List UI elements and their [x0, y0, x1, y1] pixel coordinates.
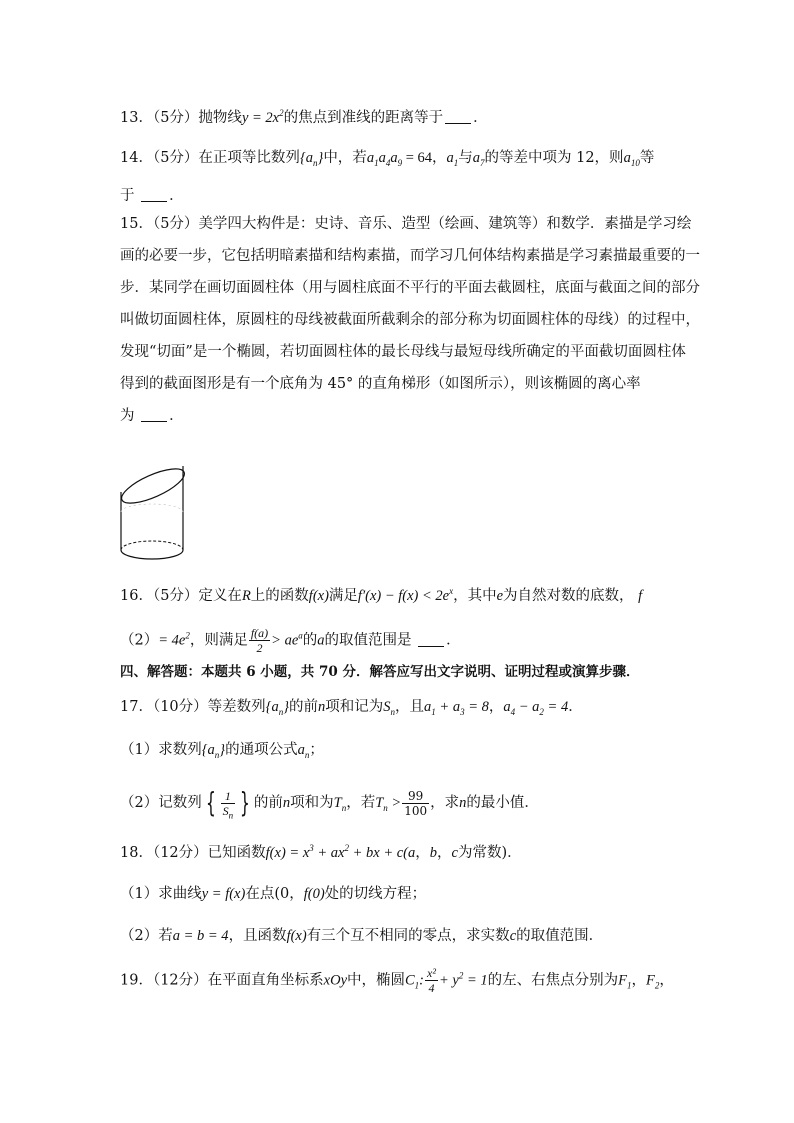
- q18-l1c: ，: [437, 845, 452, 861]
- right-brace: }: [240, 786, 250, 819]
- q18-p2a: （2）若: [120, 928, 173, 944]
- q17-gt: >: [387, 795, 402, 811]
- q15-line-3: 步．某同学在画切面圆柱体（用与圆柱底面不平行的平面去截圆柱，底面与截面之间的部分: [120, 280, 700, 296]
- q17-p2-n2: n: [459, 795, 467, 811]
- q17-c2: a: [503, 699, 511, 715]
- q15-l7a: 为: [120, 408, 135, 424]
- q17-p1-seq-close: }: [219, 742, 226, 758]
- q17-c1b: + a: [435, 699, 461, 715]
- q19-l1b: 中，椭圆: [347, 972, 405, 989]
- q18-p2c: 有三个互不相同的零点，求实数: [306, 928, 510, 944]
- q14-prod3: a: [390, 150, 398, 166]
- q14-a10: a: [623, 150, 631, 166]
- q17-S: S: [383, 699, 391, 715]
- q17-seq-sub: n: [278, 706, 284, 717]
- q18-part-1: [120, 884, 426, 904]
- q18-fx: f(x): [286, 928, 307, 944]
- q16-l1e: 为自然对数的底数，: [503, 588, 634, 604]
- q16-l2g: ．: [446, 632, 461, 649]
- q17-c1: a: [424, 699, 432, 715]
- q17-seq-close: }: [283, 699, 290, 715]
- q17-l1a: 17．（10分）等差数列: [120, 699, 266, 715]
- q19-F2: F: [645, 972, 655, 989]
- q17-p1-seq: {a: [201, 742, 215, 758]
- q14-mid3: 的等差中项为 12，则: [484, 150, 624, 166]
- q18-p1d: 处的切线方程；: [324, 886, 427, 902]
- q17-c1b-sub: 3: [460, 706, 465, 717]
- q17-seq: {a: [265, 699, 279, 715]
- cut-cylinder-figure: [116, 452, 192, 572]
- answer-blank: [141, 407, 167, 422]
- q19-l1e: ，: [659, 972, 674, 989]
- q16-line-2: [120, 626, 461, 655]
- q16-fx: f(x): [308, 588, 329, 604]
- q17-p2-den-sub: n: [228, 809, 234, 820]
- q17-ratio-fraction: [402, 789, 429, 818]
- q15-line-6: 得到的截面图形是有一个底角为 45° 的直角梯形（如图所示），则该椭圆的离心率: [120, 376, 641, 392]
- q17-p2e: ，求: [430, 795, 460, 811]
- q18-line-1: [120, 843, 522, 863]
- q17-n: n: [318, 699, 326, 715]
- q13-end: ．: [473, 110, 488, 126]
- q14-prod-sub: 1: [374, 157, 379, 168]
- q18-part-2: [120, 926, 603, 946]
- q17-l1f: ．: [568, 699, 583, 715]
- q14-seq-sub: n: [313, 157, 318, 168]
- q14-seq: {a: [299, 150, 313, 166]
- q16-l2d: > ae: [271, 632, 299, 649]
- q15-line-1: 15．（5分）美学四大构件是：史诗、音乐、造型（绘画、建筑等）和数学．素描是学习绘: [120, 216, 692, 232]
- q17-T-sub: n: [341, 802, 347, 813]
- q19-ell2: = 1: [463, 972, 488, 989]
- q19-e-num: x²: [427, 966, 436, 980]
- q17-p1-a: a: [297, 742, 305, 758]
- q17-l1e: ，: [488, 699, 504, 715]
- q17-p1-a-sub: n: [304, 749, 310, 760]
- q14-prod-eq: = 64: [402, 150, 432, 166]
- q17-T2: T: [375, 795, 384, 811]
- q17-c2-sub: 4: [510, 706, 516, 717]
- q18-p1a: （1）求曲线: [120, 886, 202, 902]
- q18-l1d: 为常数)．: [457, 845, 522, 861]
- q13-exp: 2: [279, 108, 284, 119]
- q17-T: T: [333, 795, 342, 811]
- q18-l1a: 18．（12分）已知函数: [120, 845, 266, 861]
- q16-a: a: [317, 632, 325, 649]
- q13-line: [120, 108, 488, 128]
- q16-ineq-sup: x: [449, 586, 454, 597]
- q14-prod2-sub: 4: [385, 157, 391, 168]
- q17-p2-n: n: [282, 795, 291, 811]
- q19-F2-sub: 2: [654, 980, 660, 991]
- q14-line-1: [120, 148, 654, 168]
- q14-a7: a: [472, 150, 480, 166]
- q13-formula: y = 2x: [241, 110, 280, 126]
- q14-a1-sub: 1: [453, 157, 459, 168]
- q17-p1c: ；: [309, 742, 324, 758]
- q17-l1b: 的前: [289, 699, 319, 715]
- q17-S-sub: n: [390, 706, 396, 717]
- q19-ellipse-fraction: [425, 966, 438, 995]
- q17-p2-den: S: [222, 803, 229, 818]
- q16-l1d: ，其中: [453, 588, 497, 604]
- q17-part-2: [120, 788, 539, 818]
- q16-l2d-sup: a: [298, 630, 303, 641]
- answer-blank: [141, 187, 167, 202]
- q16-fraction: [249, 626, 270, 655]
- q16-f: f: [638, 588, 643, 604]
- q18-c: c: [451, 845, 458, 861]
- q18-ab: a = b = 4: [172, 928, 229, 944]
- q17-p2c: 项和为: [290, 795, 334, 811]
- answer-blank: [418, 632, 444, 647]
- q19-l1a: 19．（12分）在平面直角坐标系: [120, 972, 324, 989]
- q19-l1d: ，: [631, 972, 646, 989]
- q14-a7-sub: 7: [480, 157, 485, 168]
- q18-fdef2: + ax: [313, 845, 345, 861]
- q16-l2f: 的取值范围是: [324, 632, 412, 649]
- q16-l1a: 16．（5分）定义在: [120, 588, 242, 604]
- q14-line-2: [120, 186, 184, 206]
- q19-colon: :: [419, 972, 425, 989]
- q18-p2b: ，且函数: [228, 928, 287, 944]
- q14-prod: a: [366, 150, 375, 166]
- q15-line-7: [120, 406, 184, 426]
- q18-p1c: ，: [289, 886, 304, 902]
- q18-p1b: 在点(0: [245, 886, 290, 902]
- q14-seq-close: }: [317, 150, 324, 166]
- q19-F1: F: [618, 972, 627, 989]
- q19-xOy: xOy: [323, 972, 347, 989]
- q14-line2a: 于: [120, 188, 135, 204]
- q18-fdef: f(x) = x: [265, 845, 310, 861]
- q18-p2d: 的取值范围．: [516, 928, 604, 944]
- q14-mid2: ，: [432, 150, 447, 166]
- answer-blank: [445, 109, 471, 124]
- q19-C-sub: 1: [414, 980, 420, 991]
- q18-c2: c: [509, 928, 517, 944]
- q16-e: e: [496, 588, 504, 604]
- q17-T2-sub: n: [383, 802, 388, 813]
- q17-p2a: （2）记数列: [120, 795, 202, 811]
- q16-l2e: 的: [302, 632, 318, 649]
- q16-l1c: 满足: [328, 588, 358, 604]
- q17-r-num: 99: [402, 789, 429, 804]
- q19-C: C: [405, 972, 415, 989]
- q17-p2f: 的最小值．: [466, 795, 539, 811]
- q16-frac-num: f(a): [250, 626, 269, 640]
- q17-r-den: 100: [404, 803, 428, 818]
- q17-recip-fraction: [221, 789, 236, 818]
- q14-end1: 等: [639, 150, 655, 166]
- q13-suffix: 的焦点到准线的距离等于: [283, 110, 444, 126]
- q17-p2d: ，若: [346, 795, 376, 811]
- q18-fdef2-sup: 2: [344, 843, 349, 854]
- q17-p2-num: 1: [221, 789, 236, 804]
- q17-p1a: （1）求数列: [120, 742, 202, 758]
- q15-line-5: 发现“切面”是一个椭圆，若切面圆柱体的最长母线与最短母线所确定的平面截切面圆柱体: [120, 344, 686, 360]
- q17-p1b: 的通项公式: [225, 742, 298, 758]
- q18-fdef3: + bx + c(a: [348, 845, 416, 861]
- q15-line-4: 叫做切面圆柱体，原圆柱的母线被截面所截剩余的部分称为切面圆柱体的母线）的过程中，: [120, 312, 700, 328]
- q16-l1b: 上的函数: [250, 588, 309, 604]
- q14-line2b: ．: [169, 188, 184, 204]
- q14-mid1: 中，若: [323, 150, 367, 166]
- q15-l7b: ．: [169, 408, 184, 424]
- q16-l2b-sup: 2: [185, 630, 190, 641]
- q16-frac-den: 2: [256, 641, 263, 655]
- q17-p1-seq-sub: n: [214, 749, 220, 760]
- q14-a1: a: [446, 150, 454, 166]
- q17-c2c: = 4: [543, 699, 569, 715]
- q18-b: b: [429, 845, 438, 861]
- q17-l1c: 项和记为: [325, 699, 384, 715]
- q15-line-2: 画的必要一步，它包括明暗素描和结构素描，而学习几何体结构素描是学习素描最重要的一: [120, 248, 700, 264]
- q18-curve: y = f(x): [201, 886, 246, 902]
- q18-fdef-sup: 3: [309, 843, 314, 854]
- left-brace: {: [205, 786, 216, 819]
- q19-ell: + y: [438, 972, 459, 989]
- q14-a10-sub: 10: [630, 157, 640, 168]
- q16-R: R: [241, 588, 251, 604]
- q16-line-1: [120, 586, 642, 606]
- q19-ell-sup: 2: [458, 970, 464, 981]
- q16-l2c: ，则满足: [189, 632, 248, 649]
- q17-p2b: 的前: [253, 795, 283, 811]
- q16-l2b: = 4e: [158, 632, 186, 649]
- section-4-heading: 四、解答题：本题共 6 小题，共 70 分．解答应写出文字说明、证明过程或演算步骤．: [120, 664, 640, 680]
- q18-l1b: ，: [415, 845, 430, 861]
- q14-and: 与: [458, 150, 473, 166]
- q19-l1c: 的左、右焦点分别为: [487, 972, 619, 989]
- q17-c1c: = 8: [464, 699, 489, 715]
- q19-line-1: [120, 966, 674, 995]
- q17-c2b-sub: 2: [539, 706, 544, 717]
- q17-line-1: [120, 697, 583, 717]
- q13-prefix: 13．（5分）抛物线: [120, 110, 242, 126]
- q14-prod3-sub: 9: [397, 157, 403, 168]
- q14-prod2: a: [378, 150, 386, 166]
- q14-prefix: 14．（5分）在正项等比数列: [120, 150, 300, 166]
- q17-c2b: − a: [515, 699, 540, 715]
- q16-ineq: f′(x) − f(x) < 2e: [357, 588, 450, 604]
- q17-part-1: [120, 740, 324, 760]
- q19-e-den: 4: [428, 981, 435, 995]
- q16-l2a: （2）: [120, 632, 159, 649]
- q19-F1-sub: 1: [626, 980, 632, 991]
- q17-c1-sub: 1: [431, 706, 436, 717]
- q17-l1d: ，且: [395, 699, 425, 715]
- q18-f0: f(0): [303, 886, 325, 902]
